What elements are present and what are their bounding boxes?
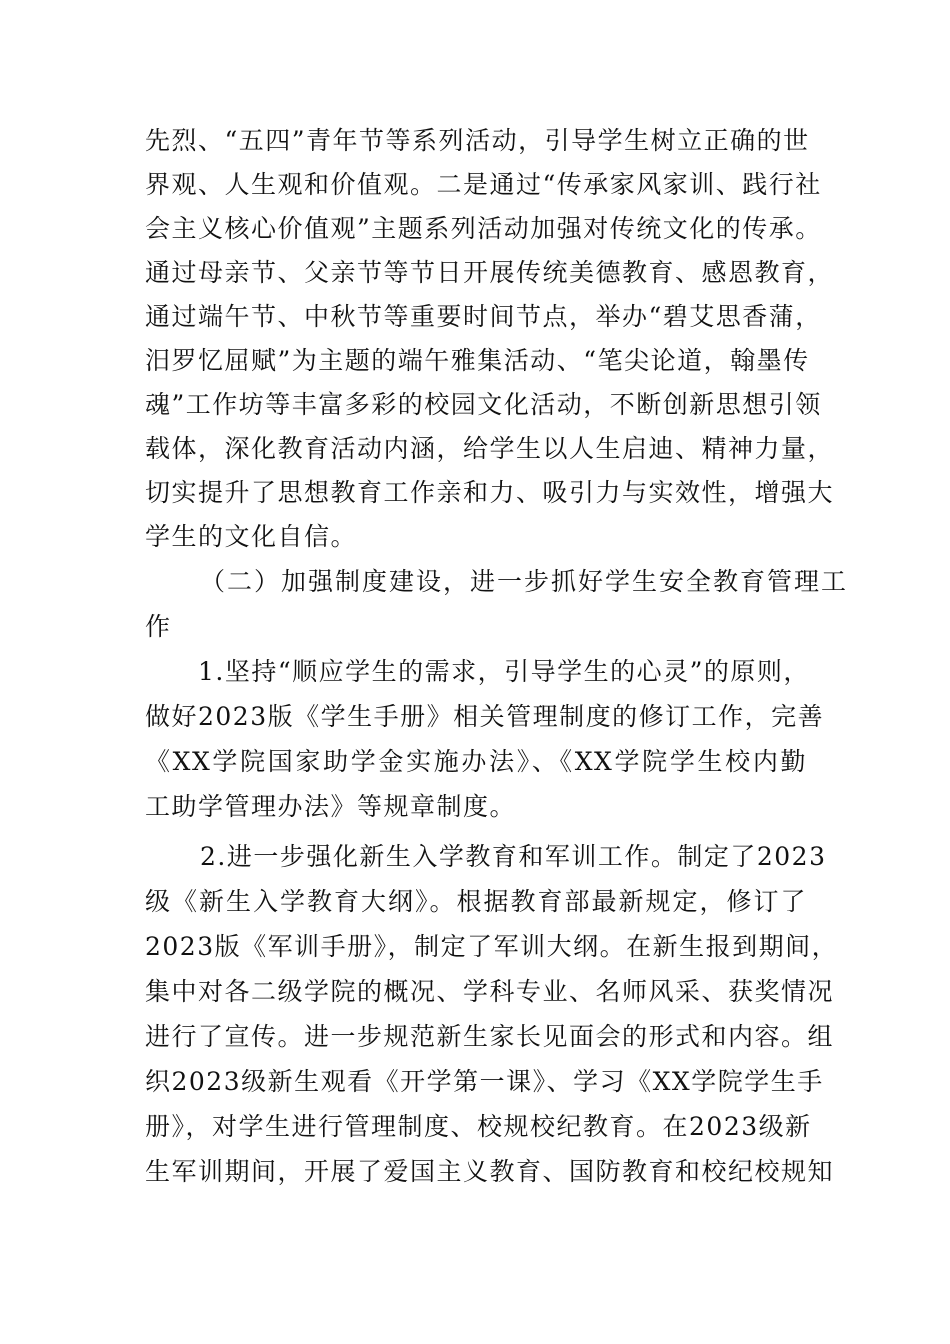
text-line: 通过母亲节、父亲节等节日开展传统美德教育、感恩教育，: [145, 258, 835, 287]
text-line: 会主义核心价值观”主题系列活动加强对传统文化的传承。: [145, 214, 822, 243]
text-line: 先烈、“五四”青年节等系列活动，引导学生树立正确的世: [145, 126, 810, 155]
text-line: 2023版《军训手册》，制定了军训大纲。在新生报到期间，: [145, 932, 839, 961]
text-line: 册》，对学生进行管理制度、校规校纪教育。在2023级新: [145, 1112, 812, 1141]
text-line: 汨罗忆屈赋”为主题的端午雅集活动、“笔尖论道，翰墨传: [145, 346, 810, 375]
paragraph-item-2-start: 2.进一步强化新生入学教育和军训工作。制定了2023: [200, 842, 827, 871]
text-line: 集中对各二级学院的概况、学科专业、名师风采、获奖情况: [145, 977, 835, 1006]
text-line: 学生的文化自信。: [145, 522, 358, 551]
text-line: 界观、人生观和价值观。二是通过“传承家风家训、践行社: [145, 170, 822, 199]
text-line: 魂”工作坊等丰富多彩的校园文化活动，不断创新思想引领: [145, 390, 822, 419]
text-line: 进行了宣传。进一步规范新生家长见面会的形式和内容。组: [145, 1022, 835, 1051]
text-line: 载体，深化教育活动内涵，给学生以人生启迪、精神力量，: [145, 434, 835, 463]
text-line: 切实提升了思想教育工作亲和力、吸引力与实效性，增强大: [145, 478, 835, 507]
text-line: 级《新生入学教育大纲》。根据教育部最新规定，修订了: [145, 887, 807, 916]
section-heading: （二）加强制度建设，进一步抓好学生安全教育管理工: [200, 567, 849, 596]
text-line: 做好2023版《学生手册》相关管理制度的修订工作，完善: [145, 702, 825, 731]
text-line: 生军训期间，开展了爱国主义教育、国防教育和校纪校规知: [145, 1157, 835, 1186]
text-line: 织2023级新生观看《开学第一课》、学习《XX学院学生手: [145, 1067, 824, 1096]
section-heading-continuation: 作: [145, 612, 173, 641]
text-line: 《XX学院国家助学金实施办法》、《XX学院学生校内勤: [145, 747, 807, 776]
text-line: 工助学管理办法》等规章制度。: [145, 792, 517, 821]
paragraph-item-1-start: 1.坚持“顺应学生的需求，引导学生的心灵”的原则，: [198, 657, 810, 686]
text-line: 通过端午节、中秋节等重要时间节点，举办“碧艾思香蒲，: [145, 302, 822, 331]
